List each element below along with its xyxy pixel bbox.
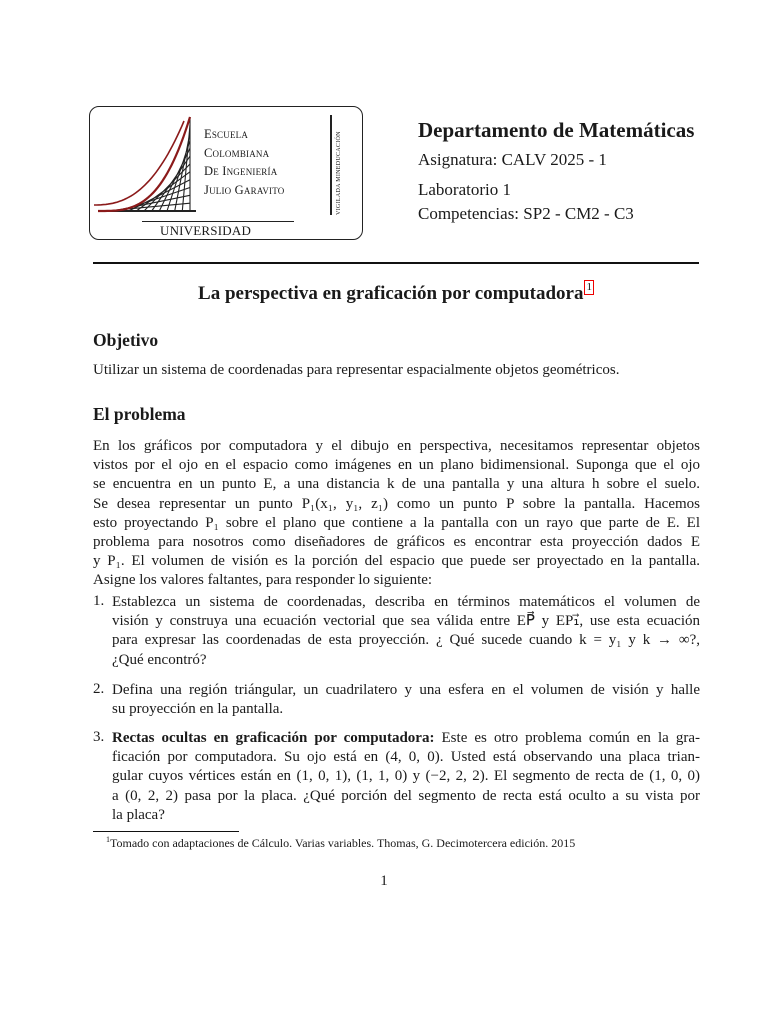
logo-vigilada-text: VIGILADA MINEDUCACIÓN [336,131,342,215]
list-item-3 [112,729,700,825]
list-item-line-rest: Este es otro problema común en la gra- [434,730,700,746]
logo-name-line: Escuela [204,127,249,141]
paragraph-line: Asigne los valores faltantes, para responder lo siguiente: [93,572,433,589]
objective-heading: Objetivo [93,330,159,350]
logo-universidad-label: UNIVERSIDAD [160,223,252,238]
list-item-number: 3. [93,729,105,745]
footnote-link[interactable]: 1 [586,281,592,293]
logo-name-line: De Ingeniería [204,164,278,178]
paragraph-line: esto proyectando P₁ sobre el plano que contiene a la pantalla con un rayo que parte de E. El [93,514,700,531]
problem-paragraph [93,437,700,591]
document-title [93,280,699,305]
subject-line: Asignatura: CALV 2025 - 1 [418,150,607,169]
logo-underline [142,221,294,222]
logo-university-name [204,125,284,199]
logo-name-line: Colombiana [204,145,270,160]
footnote [106,835,575,851]
department-title: Departamento de Matemáticas [418,118,695,142]
list-item-line [112,729,700,748]
footnote-rule [93,831,239,832]
footnote-mark: 1 [106,835,110,844]
list-item-1 [112,593,700,670]
lab-line: Laboratorio 1 [418,180,511,199]
paragraph-line: se encuentra en un punto E, a una distancia k de una pantalla y una altura h sobre el suelo. [93,476,700,493]
list-item-line: su proyección en la pantalla. [112,701,284,718]
paragraph-line: vistos por el ojo en el espacio como imágenes en un plano bidimensional. Suponga que el ojo [93,457,700,474]
competencies-line: Competencias: SP2 - CM2 - C3 [418,204,634,223]
page-number: 1 [380,873,388,889]
list-item-line: la placa? [112,806,165,823]
footnote-text: Tomado con adaptaciones de Cálculo. Varias variables. Thomas, G. Decimotercera edición. 2015 [110,836,576,850]
paragraph-line: problema para nosotros como diseñadores de gráficos es encontrar esta proyección dados E [93,534,700,551]
paragraph-line: Se desea representar un punto P₁(x₁, y₁, z₁) como un punto P sobre la pantalla. Hacemos [93,495,700,512]
list-item-line: ficación por computadora. Su ojo está en (4, 0, 0). Usted está observando una placa trian- [112,749,700,766]
logo-name-line: Julio Garavito [204,182,285,197]
logo-divider [330,115,332,215]
list-item-2 [112,681,700,719]
list-item-line: ¿Qué encontró? [112,651,207,668]
list-item-line: Establezca un sistema de coordenadas, describa en términos matemáticos el volumen de [112,594,700,610]
university-logo [89,106,363,240]
list-item-line: a (0, 2, 2) pasa por la placa. ¿Qué porción del segmento de recta está oculto a su vista por [112,787,700,804]
list-item-line: gular cuyos vértices están en (1, 0, 1), (1, 1, 0) y (−2, 2, 2). El segmento de recta de (1, 0, 0) [112,768,700,785]
list-item-line: visión y construya una ecuación vectorial que sea válida entre EP⃗ y EP₁⃗, use esta ecuación [112,613,700,630]
paragraph-line: En los gráficos por computadora y el dibujo en perspectiva, necesitamos representar objetos [93,438,700,454]
document-title-text: La perspectiva en graficación por computadora [198,283,584,304]
list-item-line: para expresar las coordenadas de esta proyección. ¿ Qué sucede cuando k = y₁ y k → ∞?, [112,632,700,649]
problem-heading: El problema [93,404,186,424]
list-item-number: 1. [93,593,105,609]
paragraph-line: y P₁. El volumen de visión es la porción del espacio que puede ser proyectado en la pantalla. [93,553,700,570]
list-item-bold-lead: Rectas ocultas en graficación por computadora: [112,730,435,746]
list-item-line: Defina una región triángular, un cuadrilatero y una esfera en el volumen de visión y halle [112,682,700,698]
header-rule [93,262,699,264]
logo-curve-icon [94,115,204,221]
list-item-number: 2. [93,681,105,697]
objective-text: Utilizar un sistema de coordenadas para representar espacialmente objetos geométricos. [93,362,620,378]
